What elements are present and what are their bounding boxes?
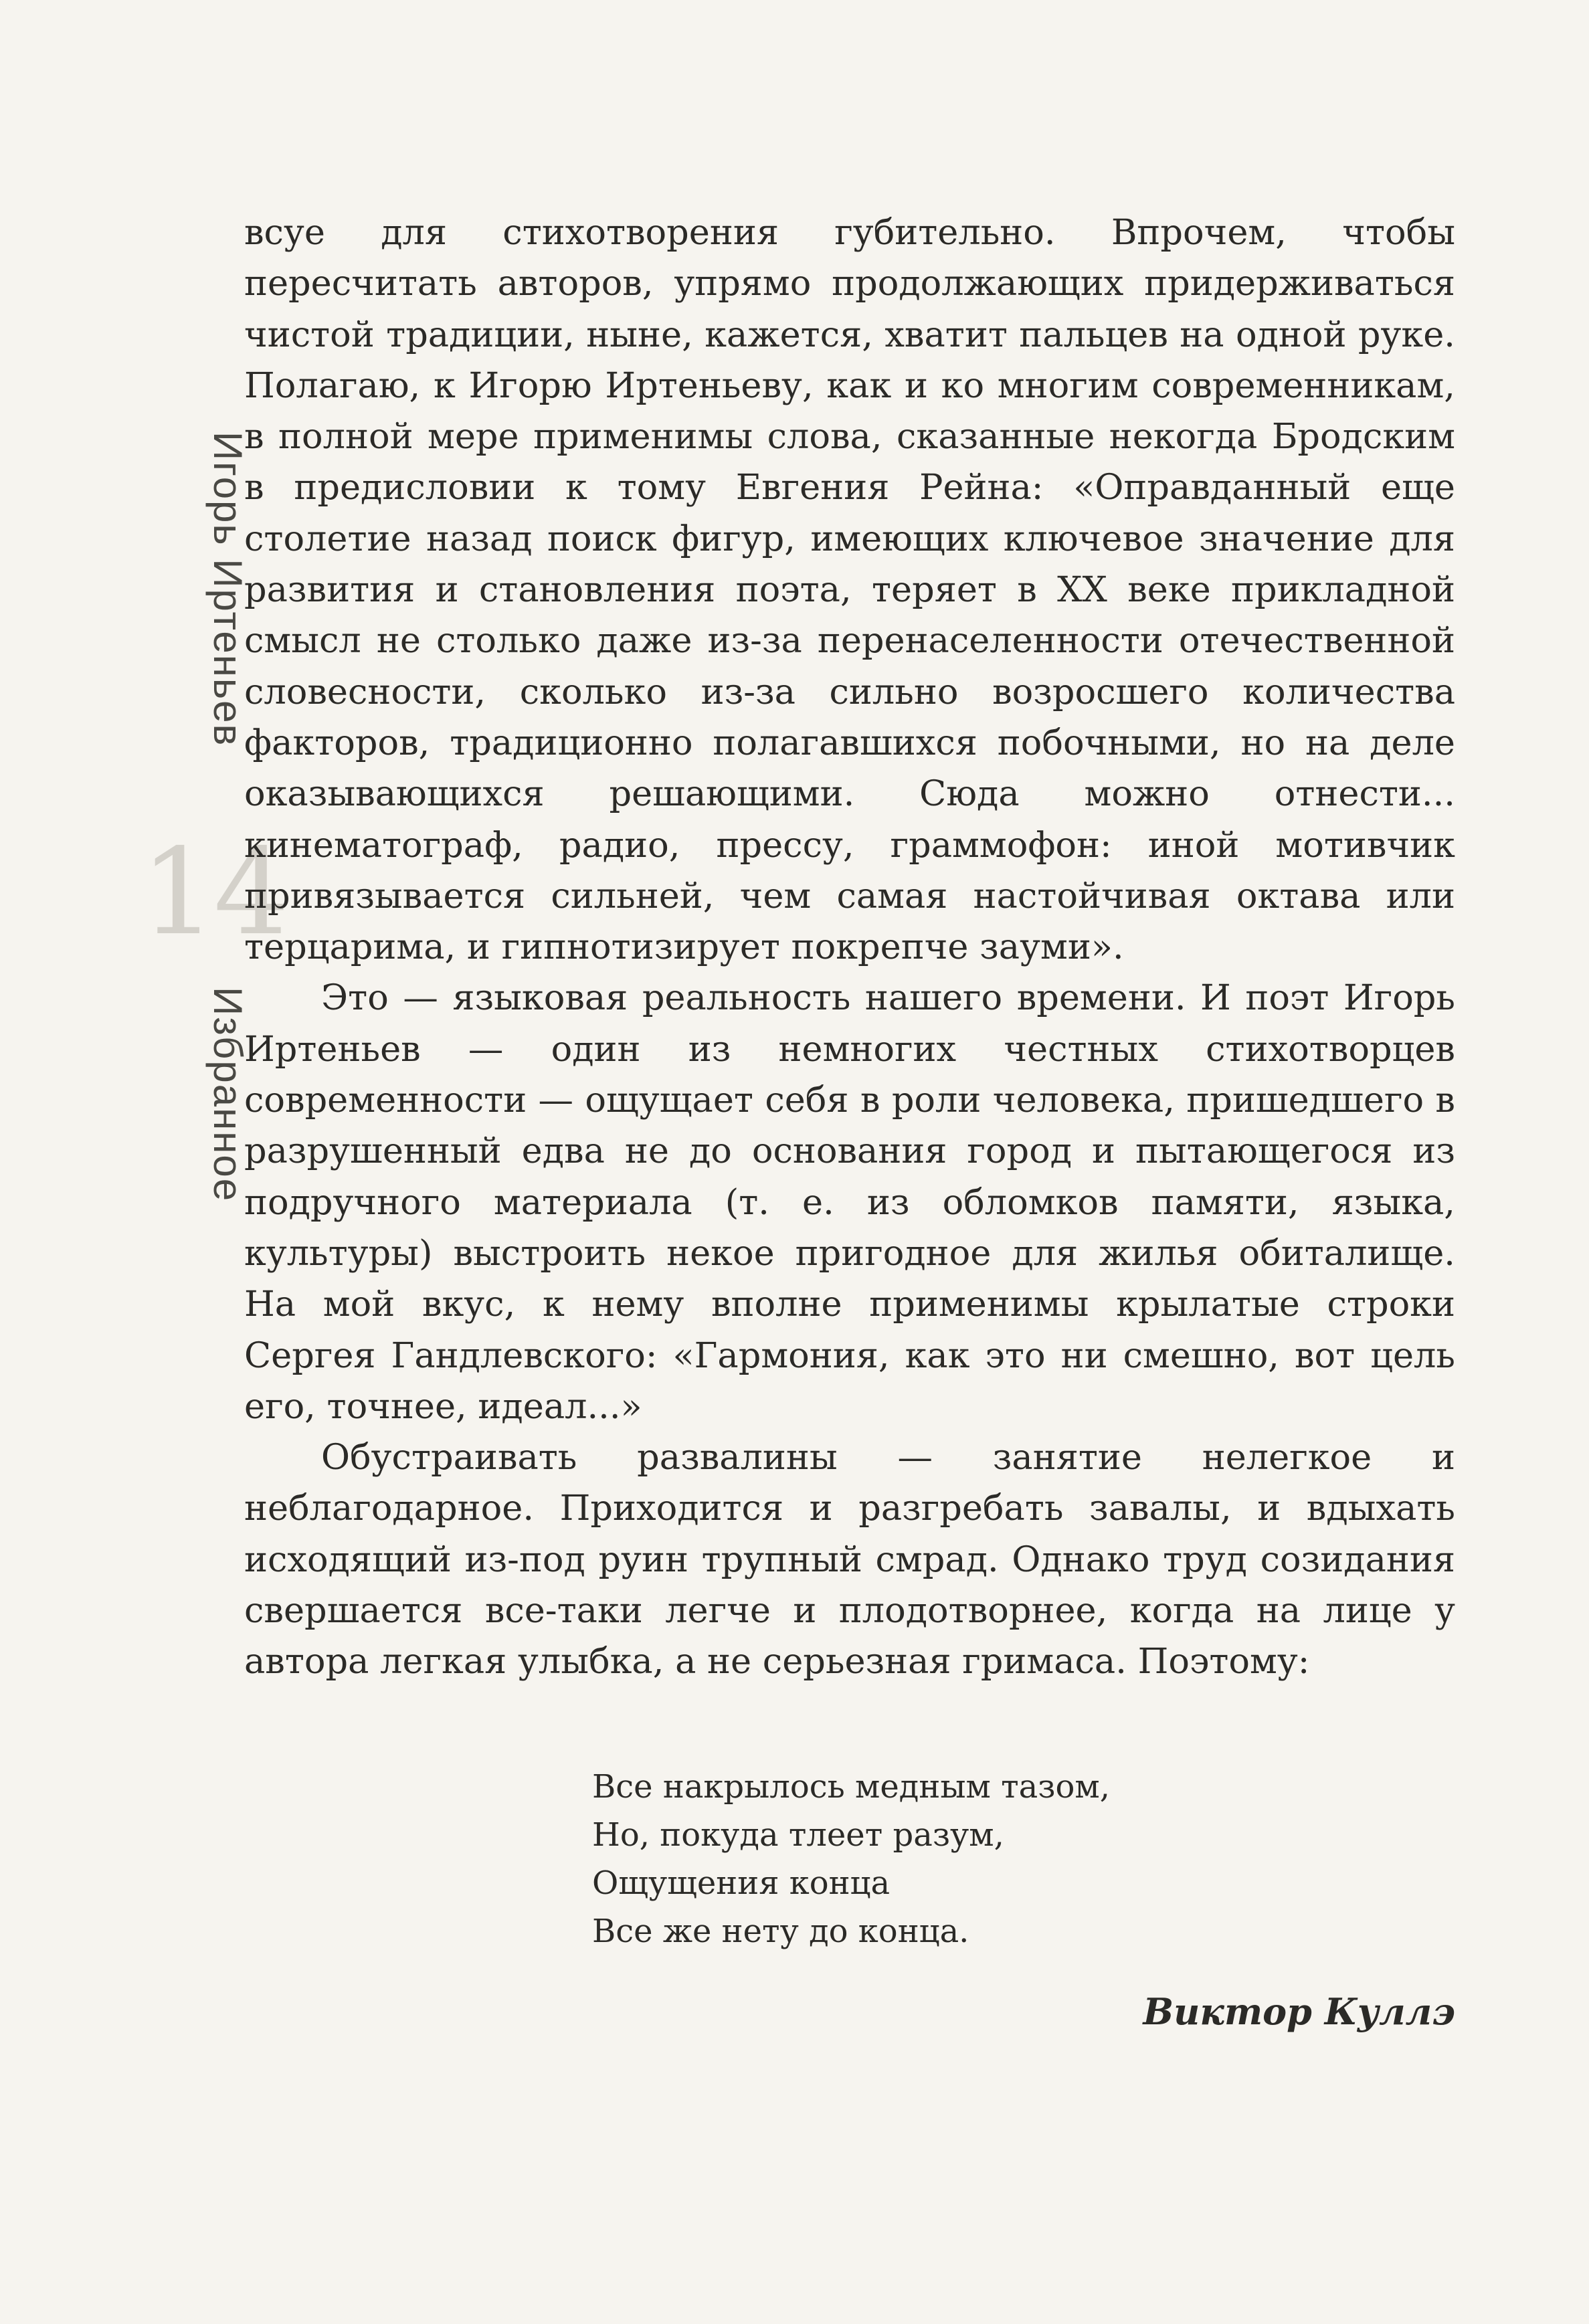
paragraph: Обустраивать развалины — занятие нелегкое и неблагодарное. Приходится и разгребать завалы, и вдыхать исходящий из-под руин трупный смрад. Однако труд созидания свершается все-таки легче и плодотворнее, когда на лице у автора легкая улыбка, а не серьезная гримаса. Поэтому:: [244, 1437, 1455, 1682]
paragraph-continued: всуе для стихотворения губительно. Впрочем, чтобы пересчитать авторов, упрямо продолжающих придерживаться чистой традиции, ныне, кажется, хватит пальцев на одной руке. Полагаю, к Игорю Иртеньеву, как и ко многим современникам, в полной мере применимы слова, сказанные некогда Бродским в предисловии к тому Евгения Рейна: «Оправданный еще столетие назад поиск фигур, имеющих ключевое значение для развития и становления поэта, теряет в XX веке прикладной смысл не столько даже из-за перенаселенности отечественной словесности, сколько из-за сильно возросшего количества факторов, традиционно полагавшихся побочными, но на деле оказывающихся решающими. Сюда можно отнести... кинематограф, радио, прессу, граммофон: иной мотивчик привязывается сильней, чем самая настойчивая октава или терцарима, и гипнотизирует покрепче зауми».: [244, 212, 1455, 968]
paragraph: Это — языковая реальность нашего времени. И поэт Игорь Иртеньев — один из немногих честных стихотворцев современности — ощущает себя в роли человека, пришедшего в разрушенный едва не до основания город и пытающегося из подручного материала (т. е. из обломков памяти, языка, культуры) выстроить некое пригодное для жилья обиталище. На мой вкус, к нему вполне применимы крылатые строки Сергея Гандлевского: «Гармония, как это ни смешно, вот цель его, точнее, идеал...»: [244, 977, 1455, 1427]
running-head-section: Избранное: [205, 987, 250, 1203]
margin-column: [87, 415, 287, 1284]
running-head-author: Игорь Иртеньев: [205, 431, 250, 747]
poem-line: Все накрылось медным тазом,: [592, 1768, 1110, 1806]
poem-line: Но, покуда тлеет разум,: [592, 1816, 1004, 1854]
poem-line: Все же нету до конца.: [592, 1913, 969, 1950]
body-text: [244, 207, 1455, 1688]
poem-line: Ощущения конца: [592, 1864, 891, 1902]
author-signature: Виктор Куллэ: [1143, 1990, 1455, 2033]
poem-quote: [592, 1763, 1110, 1955]
page-number: 14: [141, 823, 287, 961]
